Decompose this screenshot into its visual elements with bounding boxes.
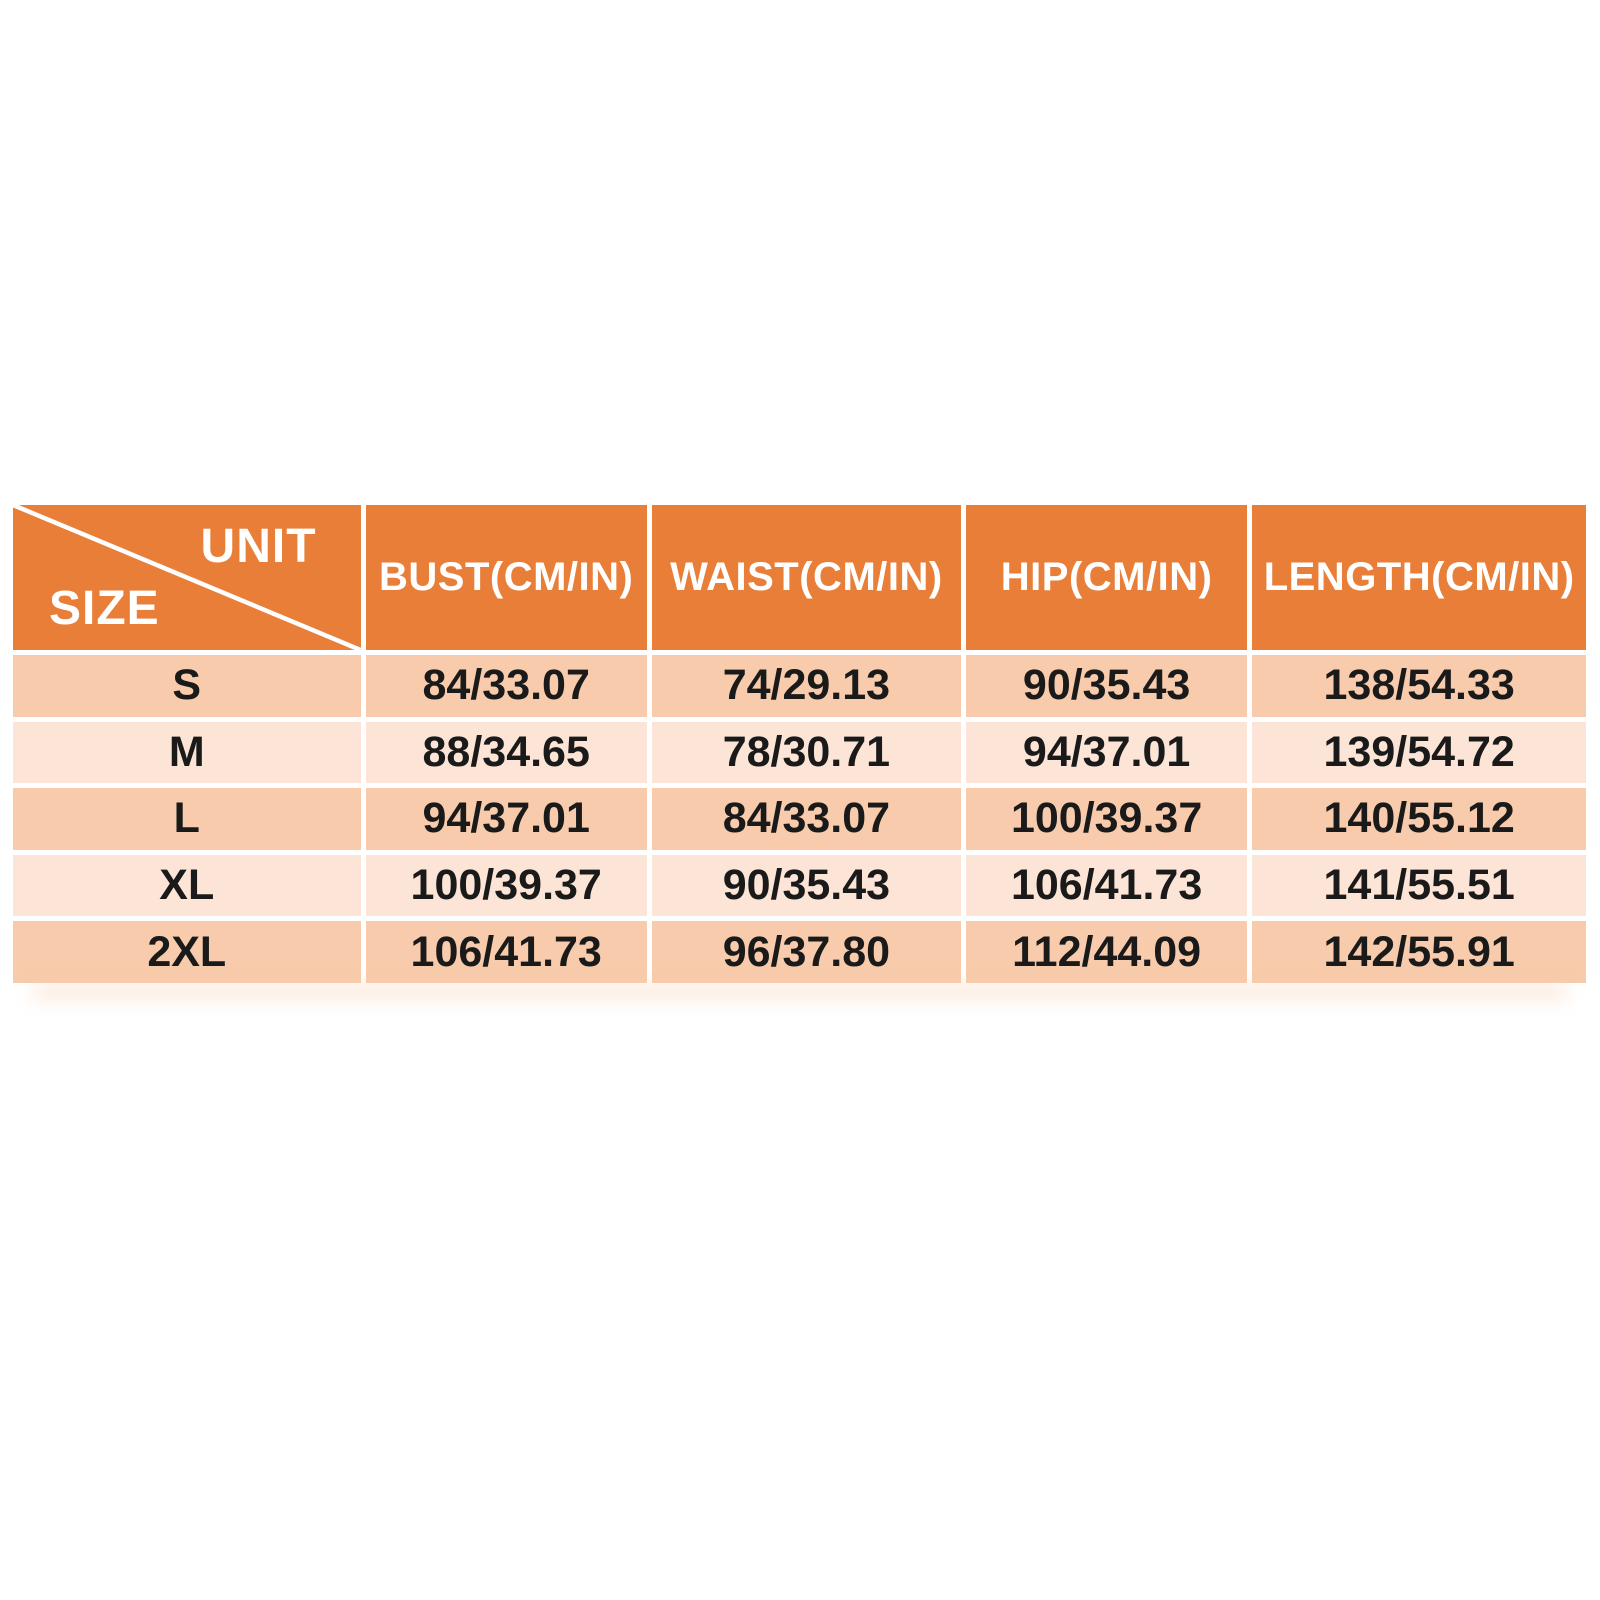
hip-cell-m: 94/37.01 <box>966 722 1247 784</box>
waist-cell-s: 74/29.13 <box>652 655 961 717</box>
waist-cell-xl: 90/35.43 <box>652 855 961 917</box>
size-chart-table <box>13 505 1586 983</box>
length-cell-2xl: 142/55.91 <box>1252 921 1586 983</box>
waist-cell-m: 78/30.71 <box>652 722 961 784</box>
column-header-hip: HIP(CM/IN) <box>966 505 1247 650</box>
bust-cell-l: 94/37.01 <box>366 788 647 850</box>
column-header-bust: BUST(CM/IN) <box>366 505 647 650</box>
bust-cell-s: 84/33.07 <box>366 655 647 717</box>
length-cell-m: 139/54.72 <box>1252 722 1586 784</box>
size-cell-2xl: 2XL <box>13 921 361 983</box>
hip-cell-l: 100/39.37 <box>966 788 1247 850</box>
size-cell-s: S <box>13 655 361 717</box>
bust-cell-m: 88/34.65 <box>366 722 647 784</box>
hip-cell-s: 90/35.43 <box>966 655 1247 717</box>
corner-header-cell <box>13 505 361 650</box>
hip-cell-2xl: 112/44.09 <box>966 921 1247 983</box>
column-header-length: LENGTH(CM/IN) <box>1252 505 1586 650</box>
size-cell-xl: XL <box>13 855 361 917</box>
length-cell-s: 138/54.33 <box>1252 655 1586 717</box>
size-cell-m: M <box>13 722 361 784</box>
column-header-waist: WAIST(CM/IN) <box>652 505 961 650</box>
length-cell-l: 140/55.12 <box>1252 788 1586 850</box>
length-cell-xl: 141/55.51 <box>1252 855 1586 917</box>
bust-cell-xl: 100/39.37 <box>366 855 647 917</box>
waist-cell-l: 84/33.07 <box>652 788 961 850</box>
size-cell-l: L <box>13 788 361 850</box>
corner-size-label: SIZE <box>49 582 160 635</box>
waist-cell-2xl: 96/37.80 <box>652 921 961 983</box>
bust-cell-2xl: 106/41.73 <box>366 921 647 983</box>
hip-cell-xl: 106/41.73 <box>966 855 1247 917</box>
corner-unit-label: UNIT <box>200 520 317 573</box>
